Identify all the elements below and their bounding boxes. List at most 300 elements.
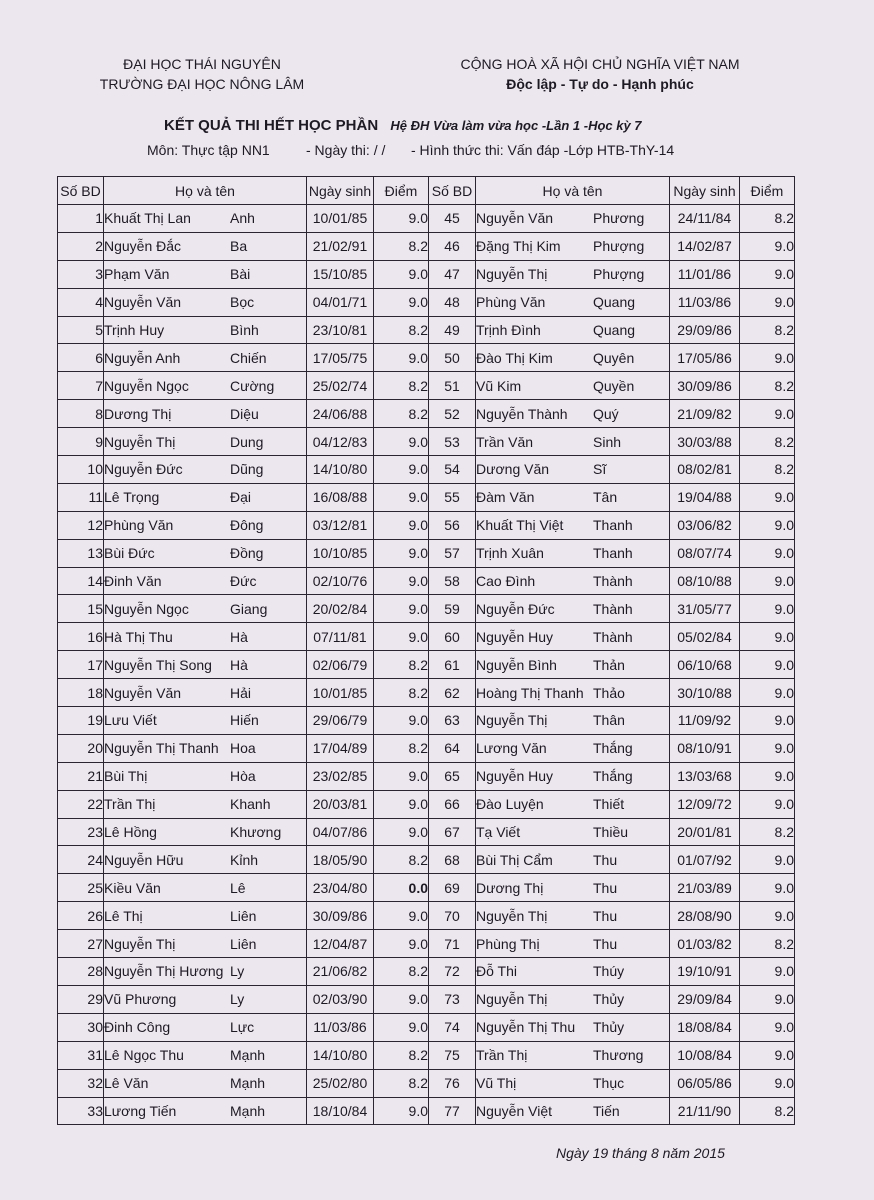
student-number: 30 <box>58 1013 104 1041</box>
student-last-name: Lương Tiến <box>104 1102 177 1119</box>
results-table <box>57 176 795 1125</box>
student-first-name: Thu <box>593 879 618 896</box>
exam-score: 9.0 <box>374 288 429 316</box>
student-number: 7 <box>58 372 104 400</box>
table-row <box>58 400 795 428</box>
exam-score: 8.2 <box>374 958 429 986</box>
student-number: 21 <box>58 762 104 790</box>
exam-score: 9.0 <box>374 1013 429 1041</box>
student-name <box>104 567 307 595</box>
table-row <box>58 205 795 233</box>
birth-date: 11/03/86 <box>307 1013 374 1041</box>
exam-score: 9.0 <box>740 707 795 735</box>
student-first-name: Thắng <box>593 768 633 785</box>
student-last-name: Nguyễn Thị <box>476 991 548 1008</box>
exam-score: 8.2 <box>374 734 429 762</box>
student-name <box>476 344 670 372</box>
exam-score: 8.2 <box>374 400 429 428</box>
student-name <box>476 651 670 679</box>
birth-date: 19/04/88 <box>670 483 740 511</box>
table-row <box>58 707 795 735</box>
student-last-name: Kiều Văn <box>104 879 161 896</box>
student-number: 74 <box>429 1013 476 1041</box>
student-name <box>104 1041 307 1069</box>
exam-score: 8.2 <box>740 372 795 400</box>
student-last-name: Dương Văn <box>476 461 550 478</box>
birth-date: 14/10/80 <box>307 1041 374 1069</box>
student-name <box>476 734 670 762</box>
birth-date: 10/01/85 <box>307 205 374 233</box>
student-name <box>476 707 670 735</box>
student-last-name: Đào Thị Kim <box>476 349 553 366</box>
student-name <box>104 400 307 428</box>
exam-score: 8.2 <box>374 651 429 679</box>
title-system: Hệ ĐH Vừa làm vừa học -Lần 1 -Học kỳ 7 <box>390 118 642 133</box>
birth-date: 17/05/86 <box>670 344 740 372</box>
student-first-name: Phương <box>593 210 645 227</box>
student-first-name: Đông <box>230 517 264 534</box>
student-name <box>476 930 670 958</box>
student-number: 10 <box>58 456 104 484</box>
student-last-name: Nguyễn Thị Hương <box>104 963 224 980</box>
birth-date: 29/09/86 <box>670 316 740 344</box>
table-row <box>58 985 795 1013</box>
exam-score: 9.0 <box>740 874 795 902</box>
student-name <box>476 288 670 316</box>
student-number: 76 <box>429 1069 476 1097</box>
student-name <box>476 316 670 344</box>
national-header <box>440 54 760 94</box>
exam-score: 9.0 <box>740 679 795 707</box>
student-last-name: Hoàng Thị Thanh <box>476 684 584 701</box>
birth-date: 05/02/84 <box>670 623 740 651</box>
exam-score: 9.0 <box>374 623 429 651</box>
exam-score: 9.0 <box>374 483 429 511</box>
student-number: 8 <box>58 400 104 428</box>
student-last-name: Phùng Văn <box>476 294 546 311</box>
document-title <box>164 117 642 134</box>
student-last-name: Đinh Công <box>104 1019 171 1036</box>
student-first-name: Thân <box>593 712 625 729</box>
birth-date: 14/10/80 <box>307 456 374 484</box>
exam-score: 9.0 <box>740 734 795 762</box>
table-row <box>58 846 795 874</box>
student-number: 19 <box>58 707 104 735</box>
student-last-name: Nguyễn Thị <box>476 266 548 283</box>
student-number: 66 <box>429 790 476 818</box>
student-number: 23 <box>58 818 104 846</box>
student-first-name: Kỉnh <box>230 851 259 868</box>
table-row <box>58 902 795 930</box>
exam-date-label: - Ngày thi: / / <box>306 142 386 158</box>
student-last-name: Bùi Đức <box>104 545 155 562</box>
student-last-name: Nguyễn Anh <box>104 349 181 366</box>
student-last-name: Vũ Thị <box>476 1075 517 1092</box>
table-row <box>58 539 795 567</box>
student-last-name: Nguyễn Văn <box>104 684 182 701</box>
student-first-name: Thủy <box>593 991 625 1008</box>
student-number: 26 <box>58 902 104 930</box>
student-name <box>104 734 307 762</box>
birth-date: 18/05/90 <box>307 846 374 874</box>
student-first-name: Hải <box>230 684 252 701</box>
birth-date: 30/10/88 <box>670 679 740 707</box>
birth-date: 20/03/81 <box>307 790 374 818</box>
student-number: 14 <box>58 567 104 595</box>
student-name <box>476 679 670 707</box>
birth-date: 06/10/68 <box>670 651 740 679</box>
exam-score: 9.0 <box>740 902 795 930</box>
student-number: 11 <box>58 483 104 511</box>
student-first-name: Diệu <box>230 405 259 422</box>
student-last-name: Nguyễn Huy <box>476 768 554 785</box>
student-name <box>104 316 307 344</box>
student-number: 27 <box>58 930 104 958</box>
student-name <box>104 679 307 707</box>
table-row <box>58 511 795 539</box>
student-first-name: Bình <box>230 322 259 338</box>
exam-score: 9.0 <box>740 1013 795 1041</box>
student-name <box>104 930 307 958</box>
student-first-name: Tân <box>593 489 618 506</box>
student-first-name: Thành <box>593 573 633 590</box>
exam-score: 8.2 <box>374 1069 429 1097</box>
exam-score: 9.0 <box>374 595 429 623</box>
birth-date: 24/11/84 <box>670 205 740 233</box>
table-row <box>58 623 795 651</box>
exam-score: 9.0 <box>740 790 795 818</box>
table-row <box>58 567 795 595</box>
student-first-name: Quang <box>593 322 636 338</box>
student-first-name: Liên <box>230 907 257 924</box>
school-name: TRƯỜNG ĐẠI HỌC NÔNG LÂM <box>99 76 305 92</box>
student-last-name: Nguyễn Đắc <box>104 238 182 255</box>
exam-score: 9.0 <box>740 539 795 567</box>
student-first-name: Phượng <box>593 266 645 283</box>
student-last-name: Nguyễn Hữu <box>104 851 184 868</box>
student-last-name: Lương Văn <box>476 740 547 757</box>
student-number: 60 <box>429 623 476 651</box>
student-name <box>476 958 670 986</box>
student-name <box>104 232 307 260</box>
exam-score: 9.0 <box>740 595 795 623</box>
birth-date: 11/01/86 <box>670 260 740 288</box>
exam-score: 9.0 <box>740 483 795 511</box>
student-name <box>104 595 307 623</box>
student-first-name: Thúy <box>593 963 625 980</box>
exam-score: 9.0 <box>740 1041 795 1069</box>
student-last-name: Phùng Thị <box>476 935 540 952</box>
student-last-name: Nguyễn Đức <box>476 600 555 617</box>
student-first-name: Hà <box>230 628 248 645</box>
student-first-name: Sĩ <box>593 461 607 478</box>
birth-date: 23/04/80 <box>307 874 374 902</box>
exam-score: 9.0 <box>374 762 429 790</box>
student-name <box>476 846 670 874</box>
exam-score: 9.0 <box>740 260 795 288</box>
student-last-name: Nguyễn Văn <box>104 294 182 311</box>
birth-date: 04/01/71 <box>307 288 374 316</box>
exam-score: 9.0 <box>374 205 429 233</box>
student-last-name: Phạm Văn <box>104 266 170 283</box>
exam-score: 9.0 <box>740 567 795 595</box>
student-last-name: Vũ Kim <box>476 377 522 394</box>
student-name <box>476 428 670 456</box>
exam-score: 9.0 <box>374 790 429 818</box>
birth-date: 21/03/89 <box>670 874 740 902</box>
student-first-name: Thành <box>593 628 633 645</box>
student-last-name: Khuất Thị Việt <box>476 517 564 534</box>
student-first-name: Thản <box>593 656 625 673</box>
student-last-name: Trần Văn <box>476 433 534 450</box>
student-number: 72 <box>429 958 476 986</box>
student-number: 9 <box>58 428 104 456</box>
student-name <box>104 902 307 930</box>
student-number: 13 <box>58 539 104 567</box>
student-number: 77 <box>429 1097 476 1125</box>
student-first-name: Mạnh <box>230 1047 266 1064</box>
student-first-name: Hà <box>230 656 248 673</box>
student-name <box>104 1013 307 1041</box>
exam-score: 9.0 <box>740 232 795 260</box>
birth-date: 29/06/79 <box>307 707 374 735</box>
student-name <box>104 958 307 986</box>
col-header-name: Họ và tên <box>476 177 670 205</box>
table-row <box>58 288 795 316</box>
student-last-name: Nguyễn Thị <box>104 935 176 952</box>
student-first-name: Đức <box>230 573 257 590</box>
table-row <box>58 372 795 400</box>
student-first-name: Thủy <box>593 1019 625 1036</box>
student-first-name: Dung <box>230 433 264 450</box>
student-name <box>104 205 307 233</box>
birth-date: 08/10/91 <box>670 734 740 762</box>
student-number: 63 <box>429 707 476 735</box>
student-name <box>476 372 670 400</box>
exam-score: 9.0 <box>374 818 429 846</box>
student-first-name: Tiến <box>593 1102 620 1119</box>
exam-score: 9.0 <box>740 1069 795 1097</box>
student-number: 17 <box>58 651 104 679</box>
student-name <box>476 623 670 651</box>
student-name <box>104 874 307 902</box>
student-first-name: Quyên <box>593 349 635 366</box>
student-first-name: Cường <box>230 377 275 394</box>
student-name <box>104 651 307 679</box>
table-row <box>58 651 795 679</box>
birth-date: 24/06/88 <box>307 400 374 428</box>
birth-date: 18/08/84 <box>670 1013 740 1041</box>
student-first-name: Lực <box>230 1019 255 1036</box>
student-last-name: Nguyễn Đức <box>104 461 183 478</box>
exam-score: 9.0 <box>740 958 795 986</box>
student-number: 69 <box>429 874 476 902</box>
birth-date: 03/12/81 <box>307 511 374 539</box>
student-first-name: Thiều <box>593 824 629 841</box>
birth-date: 01/03/82 <box>670 930 740 958</box>
student-first-name: Ly <box>230 963 245 980</box>
table-row <box>58 1013 795 1041</box>
birth-date: 02/06/79 <box>307 651 374 679</box>
table-row <box>58 428 795 456</box>
birth-date: 13/03/68 <box>670 762 740 790</box>
subject-label: Môn: Thực tập NN1 <box>147 142 270 158</box>
student-first-name: Anh <box>230 210 255 227</box>
exam-score: 9.0 <box>740 762 795 790</box>
student-name <box>476 818 670 846</box>
student-number: 67 <box>429 818 476 846</box>
student-number: 12 <box>58 511 104 539</box>
student-name <box>476 205 670 233</box>
student-last-name: Nguyễn Huy <box>476 628 554 645</box>
student-name <box>476 902 670 930</box>
student-first-name: Ly <box>230 991 245 1008</box>
student-last-name: Vũ Phương <box>104 991 177 1008</box>
birth-date: 17/05/75 <box>307 344 374 372</box>
col-header-dob: Ngày sinh <box>670 177 740 205</box>
table-row <box>58 958 795 986</box>
student-last-name: Nguyễn Thành <box>476 405 568 422</box>
col-header-dob: Ngày sinh <box>307 177 374 205</box>
exam-score: 8.2 <box>740 818 795 846</box>
student-name <box>476 985 670 1013</box>
student-number: 22 <box>58 790 104 818</box>
table-row <box>58 679 795 707</box>
birth-date: 30/09/86 <box>307 902 374 930</box>
birth-date: 31/05/77 <box>670 595 740 623</box>
birth-date: 19/10/91 <box>670 958 740 986</box>
student-number: 5 <box>58 316 104 344</box>
student-number: 71 <box>429 930 476 958</box>
student-name <box>104 483 307 511</box>
student-first-name: Thục <box>593 1075 625 1092</box>
exam-score: 9.0 <box>740 511 795 539</box>
student-last-name: Nguyễn Văn <box>476 210 554 227</box>
student-name <box>476 595 670 623</box>
exam-score: 8.2 <box>374 372 429 400</box>
birth-date: 20/01/81 <box>670 818 740 846</box>
table-row <box>58 790 795 818</box>
student-number: 32 <box>58 1069 104 1097</box>
table-row <box>58 734 795 762</box>
institution-header <box>92 54 312 94</box>
exam-score: 9.0 <box>374 539 429 567</box>
birth-date: 12/09/72 <box>670 790 740 818</box>
student-last-name: Nguyễn Thị <box>476 712 548 729</box>
student-first-name: Lê <box>230 879 246 896</box>
exam-score: 9.0 <box>740 651 795 679</box>
student-first-name: Phượng <box>593 238 645 255</box>
student-name <box>476 260 670 288</box>
student-name <box>104 511 307 539</box>
national-motto: Độc lập - Tự do - Hạnh phúc <box>506 76 694 92</box>
exam-score: 8.2 <box>374 316 429 344</box>
student-last-name: Dương Thị <box>104 405 172 422</box>
student-name <box>104 456 307 484</box>
birth-date: 30/03/88 <box>670 428 740 456</box>
birth-date: 01/07/92 <box>670 846 740 874</box>
student-first-name: Thu <box>593 907 618 924</box>
student-first-name: Thiết <box>593 796 625 813</box>
birth-date: 25/02/74 <box>307 372 374 400</box>
student-last-name: Khuất Thị Lan <box>104 210 191 227</box>
student-last-name: Nguyễn Thị Thanh <box>104 740 219 757</box>
student-name <box>104 428 307 456</box>
student-last-name: Hà Thị Thu <box>104 628 173 645</box>
student-first-name: Thảo <box>593 684 625 701</box>
student-name <box>104 790 307 818</box>
exam-score: 8.2 <box>740 456 795 484</box>
student-number: 54 <box>429 456 476 484</box>
student-last-name: Lê Hồng <box>104 824 157 841</box>
birth-date: 02/10/76 <box>307 567 374 595</box>
student-number: 64 <box>429 734 476 762</box>
exam-score: 9.0 <box>740 985 795 1013</box>
student-number: 50 <box>429 344 476 372</box>
student-number: 25 <box>58 874 104 902</box>
student-last-name: Trần Thị <box>476 1047 528 1064</box>
student-last-name: Nguyễn Bình <box>476 656 557 673</box>
student-name <box>476 874 670 902</box>
student-last-name: Trịnh Đình <box>476 322 541 338</box>
student-last-name: Trần Thị <box>104 796 156 813</box>
signature-date: Ngày 19 tháng 8 năm 2015 <box>556 1145 725 1161</box>
student-name <box>476 567 670 595</box>
exam-score: 9.0 <box>740 400 795 428</box>
student-first-name: Mạnh <box>230 1102 266 1119</box>
birth-date: 14/02/87 <box>670 232 740 260</box>
table-row <box>58 1041 795 1069</box>
student-name <box>104 623 307 651</box>
student-name <box>104 288 307 316</box>
student-name <box>476 1097 670 1125</box>
table-row <box>58 874 795 902</box>
student-number: 45 <box>429 205 476 233</box>
student-first-name: Quyền <box>593 377 635 394</box>
table-row <box>58 260 795 288</box>
country-name: CỘNG HOÀ XÃ HỘI CHỦ NGHĨA VIỆT NAM <box>460 56 740 72</box>
exam-score: 9.0 <box>740 623 795 651</box>
student-name <box>104 1097 307 1125</box>
student-name <box>476 790 670 818</box>
table-row <box>58 456 795 484</box>
student-name <box>476 511 670 539</box>
exam-score: 9.0 <box>374 902 429 930</box>
student-name <box>476 456 670 484</box>
exam-score: 9.0 <box>740 846 795 874</box>
student-number: 57 <box>429 539 476 567</box>
student-number: 33 <box>58 1097 104 1125</box>
table-row <box>58 818 795 846</box>
birth-date: 21/09/82 <box>670 400 740 428</box>
table-row <box>58 344 795 372</box>
university-name: ĐẠI HỌC THÁI NGUYÊN <box>123 56 281 72</box>
exam-score: 8.2 <box>740 205 795 233</box>
exam-score: 9.0 <box>374 428 429 456</box>
exam-score: 9.0 <box>374 985 429 1013</box>
student-last-name: Đỗ Thi <box>476 963 517 980</box>
birth-date: 02/03/90 <box>307 985 374 1013</box>
student-first-name: Thương <box>593 1047 644 1064</box>
student-first-name: Đại <box>230 489 252 506</box>
student-first-name: Liên <box>230 935 257 952</box>
student-number: 65 <box>429 762 476 790</box>
student-name <box>104 818 307 846</box>
birth-date: 10/01/85 <box>307 679 374 707</box>
student-number: 29 <box>58 985 104 1013</box>
birth-date: 10/08/84 <box>670 1041 740 1069</box>
student-number: 52 <box>429 400 476 428</box>
